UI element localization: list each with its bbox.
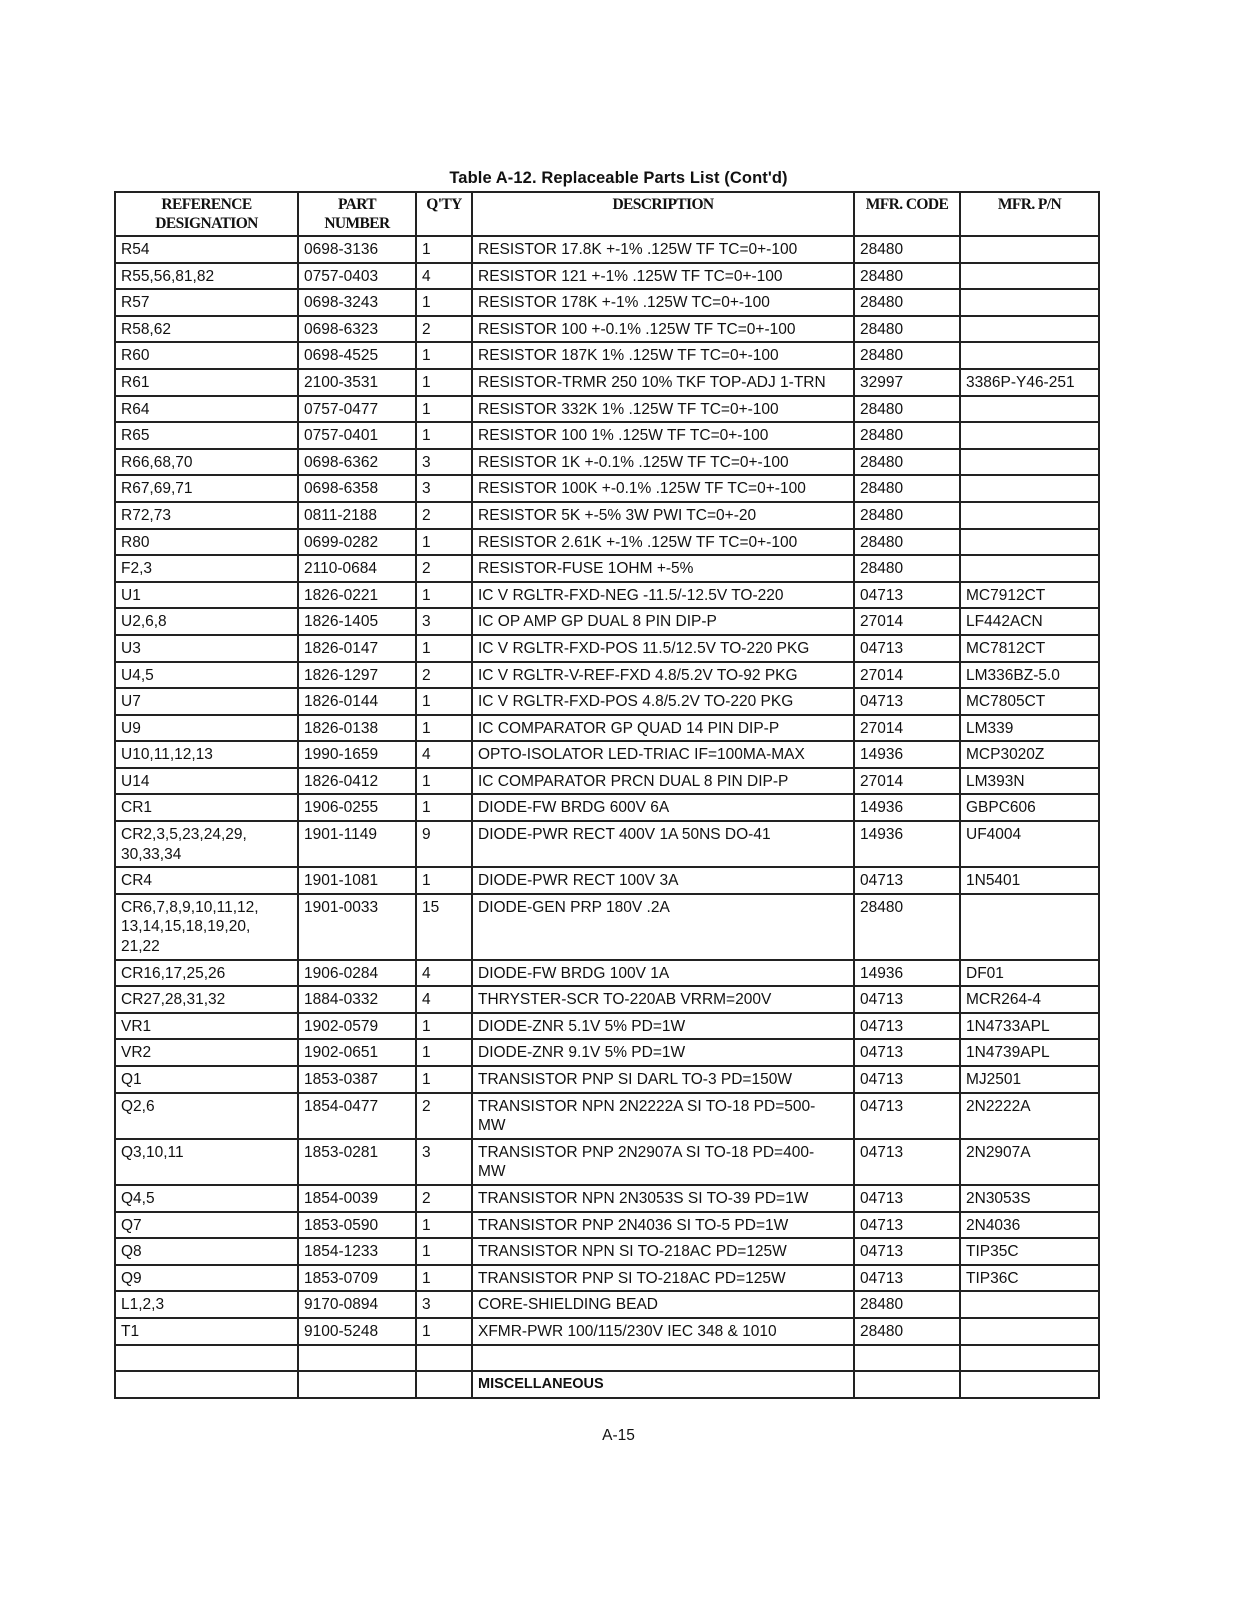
cell-description: DIODE-PWR RECT 100V 3A [472,867,854,894]
cell-mfr-pn: MCR264-4 [960,986,1099,1013]
cell-part-number: 1990-1659 [298,741,416,768]
cell-mfr-code: 04713 [854,582,960,609]
cell-mfr-code: 04713 [854,688,960,715]
cell-mfr-code: 04713 [854,1238,960,1265]
table-row [115,867,1099,894]
cell-qty: 1 [416,1238,472,1265]
cell-mfr-code: 04713 [854,867,960,894]
cell-description: IC V RGLTR-FXD-POS 11.5/12.5V TO-220 PKG [472,635,854,662]
cell-qty: 15 [416,894,472,960]
cell-description: RESISTOR 100K +-0.1% .125W TF TC=0+-100 [472,475,854,502]
cell-mfr-pn [960,555,1099,582]
cell-mfr-pn [960,449,1099,476]
cell-reference-designation: R61 [115,369,298,396]
blank-row [115,1345,1099,1372]
cell-part-number: 1853-0590 [298,1212,416,1239]
cell-mfr-pn: 2N3053S [960,1185,1099,1212]
cell-part-number: 1901-0033 [298,894,416,960]
cell-mfr-code: 04713 [854,1093,960,1139]
cell-mfr-code: 28480 [854,555,960,582]
cell-mfr-code: 04713 [854,1066,960,1093]
blank-cell [115,1371,298,1398]
table-row [115,289,1099,316]
cell-mfr-code: 28480 [854,475,960,502]
cell-mfr-code: 27014 [854,768,960,795]
cell-mfr-code: 28480 [854,1291,960,1318]
cell-mfr-pn [960,502,1099,529]
cell-qty: 1 [416,1066,472,1093]
cell-description: CORE-SHIELDING BEAD [472,1291,854,1318]
cell-qty: 4 [416,986,472,1013]
cell-description: DIODE-ZNR 5.1V 5% PD=1W [472,1013,854,1040]
cell-mfr-code: 28480 [854,342,960,369]
table-row [115,715,1099,742]
cell-qty: 1 [416,289,472,316]
cell-mfr-code: 28480 [854,422,960,449]
cell-part-number: 1884-0332 [298,986,416,1013]
cell-reference-designation: Q8 [115,1238,298,1265]
cell-reference-designation: U7 [115,688,298,715]
cell-part-number: 1826-0147 [298,635,416,662]
cell-description: DIODE-PWR RECT 400V 1A 50NS DO-41 [472,821,854,867]
cell-description: IC V RGLTR-FXD-POS 4.8/5.2V TO-220 PKG [472,688,854,715]
cell-description: RESISTOR 178K +-1% .125W TC=0+-100 [472,289,854,316]
cell-reference-designation: Q3,10,11 [115,1139,298,1185]
cell-description: TRANSISTOR PNP 2N4036 SI TO-5 PD=1W [472,1212,854,1239]
table-row [115,396,1099,423]
cell-part-number: 1853-0709 [298,1265,416,1292]
cell-reference-designation: T1 [115,1318,298,1345]
table-row [115,1013,1099,1040]
cell-description: TRANSISTOR NPN 2N2222A SI TO-18 PD=500- MW [472,1093,854,1139]
cell-mfr-code: 14936 [854,794,960,821]
cell-description: RESISTOR 187K 1% .125W TF TC=0+-100 [472,342,854,369]
table-row [115,662,1099,689]
page-number: A-15 [602,1427,635,1444]
cell-reference-designation: Q1 [115,1066,298,1093]
blank-cell [115,1345,298,1372]
table-row [115,794,1099,821]
header-part-number: PART NUMBER [298,192,416,236]
cell-mfr-pn: UF4004 [960,821,1099,867]
cell-qty: 1 [416,236,472,263]
cell-description: IC COMPARATOR PRCN DUAL 8 PIN DIP-P [472,768,854,795]
cell-mfr-pn: MC7912CT [960,582,1099,609]
cell-reference-designation: F2,3 [115,555,298,582]
blank-cell [472,1345,854,1372]
cell-part-number: 0698-6362 [298,449,416,476]
cell-qty: 4 [416,960,472,987]
cell-mfr-code: 28480 [854,289,960,316]
cell-qty: 3 [416,608,472,635]
cell-reference-designation: R58,62 [115,316,298,343]
table-row [115,236,1099,263]
cell-description: TRANSISTOR PNP SI DARL TO-3 PD=150W [472,1066,854,1093]
cell-description: TRANSISTOR PNP 2N2907A SI TO-18 PD=400- MW [472,1139,854,1185]
cell-mfr-pn [960,1291,1099,1318]
cell-qty: 1 [416,1265,472,1292]
cell-description: IC V RGLTR-V-REF-FXD 4.8/5.2V TO-92 PKG [472,662,854,689]
cell-reference-designation: U14 [115,768,298,795]
table-row [115,1066,1099,1093]
cell-reference-designation: U2,6,8 [115,608,298,635]
cell-qty: 1 [416,582,472,609]
cell-description: XFMR-PWR 100/115/230V IEC 348 & 1010 [472,1318,854,1345]
cell-reference-designation: R64 [115,396,298,423]
header-mfr-code: MFR. CODE [854,192,960,236]
table-row [115,369,1099,396]
cell-part-number: 9100-5248 [298,1318,416,1345]
cell-mfr-code: 14936 [854,741,960,768]
table-row [115,1139,1099,1185]
cell-qty: 1 [416,768,472,795]
cell-part-number: 1902-0579 [298,1013,416,1040]
blank-cell [416,1371,472,1398]
cell-description: RESISTOR-FUSE 1OHM +-5% [472,555,854,582]
cell-part-number: 1826-0221 [298,582,416,609]
cell-qty: 9 [416,821,472,867]
header-reference-designation: REFERENCE DESIGNATION [115,192,298,236]
cell-qty: 2 [416,1185,472,1212]
cell-part-number: 0698-4525 [298,342,416,369]
cell-mfr-pn [960,475,1099,502]
cell-mfr-code: 04713 [854,1039,960,1066]
cell-mfr-code: 27014 [854,662,960,689]
table-row [115,1212,1099,1239]
cell-part-number: 2100-3531 [298,369,416,396]
table-row [115,1185,1099,1212]
cell-description: THRYSTER-SCR TO-220AB VRRM=200V [472,986,854,1013]
cell-qty: 1 [416,635,472,662]
cell-mfr-code: 04713 [854,1139,960,1185]
cell-reference-designation: U9 [115,715,298,742]
cell-part-number: 1906-0284 [298,960,416,987]
cell-qty: 1 [416,1212,472,1239]
cell-mfr-code: 28480 [854,396,960,423]
cell-part-number: 0757-0477 [298,396,416,423]
cell-qty: 3 [416,449,472,476]
cell-reference-designation: CR16,17,25,26 [115,960,298,987]
blank-cell [960,1345,1099,1372]
cell-qty: 2 [416,316,472,343]
table-row [115,449,1099,476]
cell-part-number: 1901-1081 [298,867,416,894]
cell-qty: 1 [416,396,472,423]
cell-mfr-code: 14936 [854,960,960,987]
cell-qty: 1 [416,1318,472,1345]
cell-mfr-pn [960,289,1099,316]
cell-qty: 1 [416,688,472,715]
cell-part-number: 1853-0387 [298,1066,416,1093]
cell-description: DIODE-ZNR 9.1V 5% PD=1W [472,1039,854,1066]
cell-mfr-code: 14936 [854,821,960,867]
header-qty: Q'TY [416,192,472,236]
cell-mfr-pn: 2N2222A [960,1093,1099,1139]
cell-mfr-code: 28480 [854,502,960,529]
cell-qty: 3 [416,1291,472,1318]
cell-qty: 2 [416,555,472,582]
cell-mfr-code: 04713 [854,635,960,662]
cell-reference-designation: CR6,7,8,9,10,11,12, 13,14,15,18,19,20, 21,22 [115,894,298,960]
cell-reference-designation: R65 [115,422,298,449]
table-row [115,741,1099,768]
cell-mfr-pn: GBPC606 [960,794,1099,821]
cell-mfr-code: 28480 [854,236,960,263]
cell-mfr-code: 04713 [854,1265,960,1292]
cell-reference-designation: U4,5 [115,662,298,689]
table-row [115,960,1099,987]
blank-cell [416,1345,472,1372]
cell-description: RESISTOR-TRMR 250 10% TKF TOP-ADJ 1-TRN [472,369,854,396]
cell-reference-designation: R55,56,81,82 [115,263,298,290]
table-row [115,502,1099,529]
cell-qty: 4 [416,741,472,768]
cell-mfr-pn [960,529,1099,556]
cell-part-number: 0698-6323 [298,316,416,343]
cell-mfr-pn [960,263,1099,290]
cell-mfr-pn: 1N4739APL [960,1039,1099,1066]
table-row [115,475,1099,502]
cell-mfr-pn: 1N4733APL [960,1013,1099,1040]
cell-description: DIODE-FW BRDG 600V 6A [472,794,854,821]
cell-reference-designation: R67,69,71 [115,475,298,502]
header-description: DESCRIPTION [472,192,854,236]
cell-reference-designation: CR4 [115,867,298,894]
cell-part-number: 1826-0412 [298,768,416,795]
table-row [115,1238,1099,1265]
cell-qty: 2 [416,1093,472,1139]
cell-description: RESISTOR 5K +-5% 3W PWI TC=0+-20 [472,502,854,529]
cell-part-number: 1854-1233 [298,1238,416,1265]
cell-qty: 1 [416,867,472,894]
cell-reference-designation: L1,2,3 [115,1291,298,1318]
cell-description: IC COMPARATOR GP QUAD 14 PIN DIP-P [472,715,854,742]
cell-reference-designation: U3 [115,635,298,662]
cell-part-number: 0698-3243 [298,289,416,316]
cell-mfr-pn: MCP3020Z [960,741,1099,768]
cell-mfr-pn: TIP35C [960,1238,1099,1265]
cell-description: RESISTOR 332K 1% .125W TF TC=0+-100 [472,396,854,423]
cell-reference-designation: R66,68,70 [115,449,298,476]
cell-reference-designation: R72,73 [115,502,298,529]
cell-reference-designation: U10,11,12,13 [115,741,298,768]
cell-mfr-pn: DF01 [960,960,1099,987]
cell-part-number: 0699-0282 [298,529,416,556]
cell-description: TRANSISTOR PNP SI TO-218AC PD=125W [472,1265,854,1292]
table-row [115,635,1099,662]
cell-reference-designation: U1 [115,582,298,609]
cell-mfr-code: 28480 [854,449,960,476]
table-row [115,342,1099,369]
parts-table-body [115,236,1099,1398]
cell-mfr-code: 28480 [854,263,960,290]
cell-qty: 1 [416,794,472,821]
cell-mfr-code: 28480 [854,894,960,960]
cell-mfr-pn: LM336BZ-5.0 [960,662,1099,689]
cell-reference-designation: Q4,5 [115,1185,298,1212]
cell-mfr-pn: LF442ACN [960,608,1099,635]
cell-part-number: 1826-0144 [298,688,416,715]
table-row [115,529,1099,556]
cell-part-number: 1901-1149 [298,821,416,867]
cell-reference-designation: Q9 [115,1265,298,1292]
cell-part-number: 1902-0651 [298,1039,416,1066]
cell-part-number: 0811-2188 [298,502,416,529]
table-caption: Table A-12. Replaceable Parts List (Cont'd) [449,169,788,187]
table-row [115,555,1099,582]
cell-reference-designation: CR27,28,31,32 [115,986,298,1013]
table-row [115,1291,1099,1318]
cell-mfr-pn [960,422,1099,449]
cell-part-number: 1826-1405 [298,608,416,635]
cell-description: DIODE-GEN PRP 180V .2A [472,894,854,960]
cell-part-number: 1853-0281 [298,1139,416,1185]
cell-mfr-pn [960,342,1099,369]
cell-mfr-code: 04713 [854,1185,960,1212]
cell-mfr-pn: LM339 [960,715,1099,742]
cell-part-number: 0698-3136 [298,236,416,263]
cell-description: RESISTOR 17.8K +-1% .125W TF TC=0+-100 [472,236,854,263]
cell-qty: 1 [416,369,472,396]
cell-reference-designation: R60 [115,342,298,369]
cell-mfr-code: 28480 [854,316,960,343]
table-row [115,608,1099,635]
cell-qty: 1 [416,422,472,449]
cell-part-number: 0757-0401 [298,422,416,449]
cell-mfr-pn: 1N5401 [960,867,1099,894]
cell-mfr-code: 28480 [854,529,960,556]
cell-reference-designation: R54 [115,236,298,263]
cell-qty: 1 [416,715,472,742]
miscellaneous-row [115,1371,1099,1398]
cell-part-number: 2110-0684 [298,555,416,582]
table-row [115,263,1099,290]
cell-description: TRANSISTOR NPN SI TO-218AC PD=125W [472,1238,854,1265]
cell-reference-designation: VR2 [115,1039,298,1066]
table-row [115,1265,1099,1292]
cell-reference-designation: Q7 [115,1212,298,1239]
miscellaneous-label: MISCELLANEOUS [472,1371,854,1398]
blank-cell [854,1371,960,1398]
cell-description: TRANSISTOR NPN 2N3053S SI TO-39 PD=1W [472,1185,854,1212]
cell-part-number: 9170-0894 [298,1291,416,1318]
cell-reference-designation: CR1 [115,794,298,821]
cell-description: IC OP AMP GP DUAL 8 PIN DIP-P [472,608,854,635]
cell-mfr-pn [960,894,1099,960]
cell-mfr-pn [960,236,1099,263]
cell-description: RESISTOR 100 1% .125W TF TC=0+-100 [472,422,854,449]
cell-description: RESISTOR 1K +-0.1% .125W TF TC=0+-100 [472,449,854,476]
cell-mfr-pn: 2N2907A [960,1139,1099,1185]
cell-reference-designation: CR2,3,5,23,24,29, 30,33,34 [115,821,298,867]
cell-mfr-code: 27014 [854,608,960,635]
cell-mfr-code: 27014 [854,715,960,742]
cell-reference-designation: R80 [115,529,298,556]
cell-part-number: 0698-6358 [298,475,416,502]
table-row [115,582,1099,609]
cell-mfr-code: 04713 [854,1212,960,1239]
cell-description: OPTO-ISOLATOR LED-TRIAC IF=100MA-MAX [472,741,854,768]
cell-mfr-pn [960,396,1099,423]
cell-part-number: 1826-0138 [298,715,416,742]
blank-cell [298,1371,416,1398]
cell-mfr-code: 32997 [854,369,960,396]
cell-mfr-pn: MC7805CT [960,688,1099,715]
cell-mfr-code: 28480 [854,1318,960,1345]
cell-mfr-pn: LM393N [960,768,1099,795]
table-row [115,1318,1099,1345]
blank-cell [298,1345,416,1372]
cell-mfr-pn [960,1318,1099,1345]
blank-cell [854,1345,960,1372]
cell-part-number: 1854-0477 [298,1093,416,1139]
cell-mfr-pn: MJ2501 [960,1066,1099,1093]
table-row [115,1093,1099,1139]
cell-qty: 1 [416,529,472,556]
replaceable-parts-table [114,191,1100,1399]
blank-cell [960,1371,1099,1398]
cell-qty: 2 [416,662,472,689]
table-row [115,688,1099,715]
cell-reference-designation: R57 [115,289,298,316]
cell-description: RESISTOR 2.61K +-1% .125W TF TC=0+-100 [472,529,854,556]
cell-description: IC V RGLTR-FXD-NEG -11.5/-12.5V TO-220 [472,582,854,609]
cell-qty: 2 [416,502,472,529]
cell-mfr-pn [960,316,1099,343]
table-row [115,768,1099,795]
cell-description: RESISTOR 121 +-1% .125W TF TC=0+-100 [472,263,854,290]
cell-description: RESISTOR 100 +-0.1% .125W TF TC=0+-100 [472,316,854,343]
cell-qty: 3 [416,475,472,502]
cell-part-number: 1906-0255 [298,794,416,821]
cell-mfr-pn: MC7812CT [960,635,1099,662]
cell-part-number: 1826-1297 [298,662,416,689]
cell-mfr-code: 04713 [854,986,960,1013]
table-row [115,986,1099,1013]
cell-qty: 3 [416,1139,472,1185]
cell-mfr-pn: 3386P-Y46-251 [960,369,1099,396]
table-row [115,1039,1099,1066]
cell-qty: 1 [416,342,472,369]
cell-mfr-pn: 2N4036 [960,1212,1099,1239]
cell-qty: 4 [416,263,472,290]
cell-reference-designation: Q2,6 [115,1093,298,1139]
cell-mfr-code: 04713 [854,1013,960,1040]
table-row [115,422,1099,449]
table-row [115,821,1099,867]
cell-part-number: 1854-0039 [298,1185,416,1212]
cell-description: DIODE-FW BRDG 100V 1A [472,960,854,987]
cell-part-number: 0757-0403 [298,263,416,290]
table-row [115,316,1099,343]
cell-mfr-pn: TIP36C [960,1265,1099,1292]
cell-reference-designation: VR1 [115,1013,298,1040]
table-header-row [115,192,1099,236]
table-row [115,894,1099,960]
cell-qty: 1 [416,1039,472,1066]
header-mfr-pn: MFR. P/N [960,192,1099,236]
cell-qty: 1 [416,1013,472,1040]
